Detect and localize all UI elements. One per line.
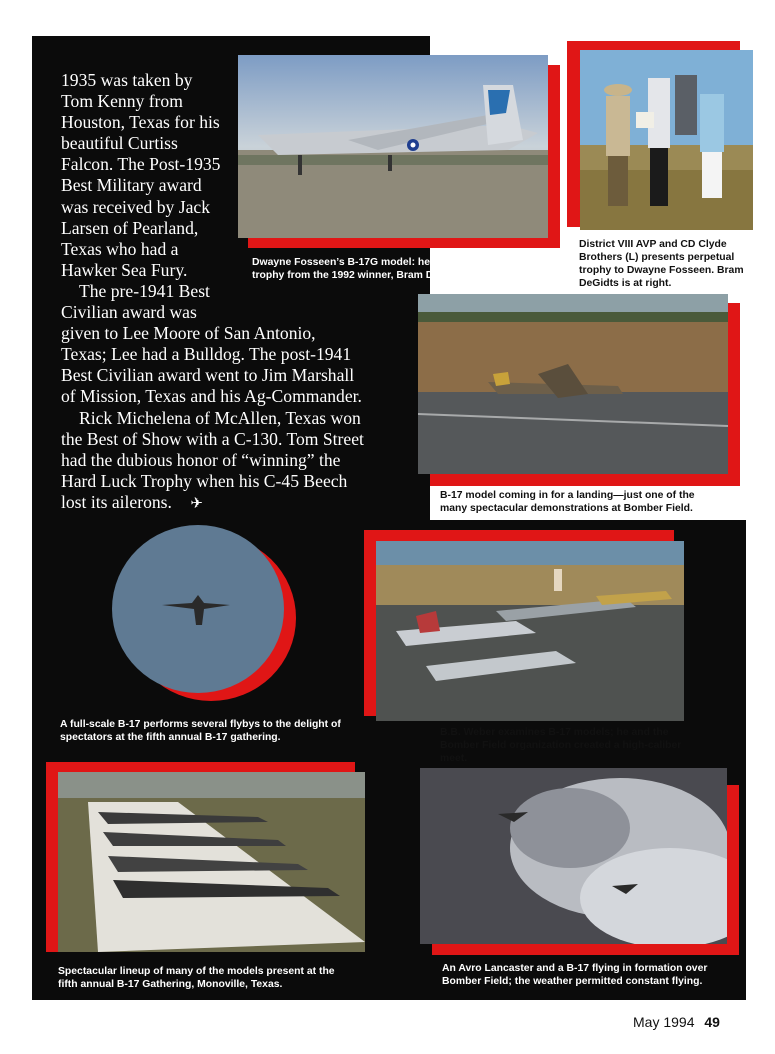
caption-line: An Avro Lancaster and a B-17 flying in formation over: [442, 963, 708, 974]
caption-line: B.B. Weber examines B-17 models; he and the: [440, 727, 669, 738]
text-line: of Mission, Texas and his Ag-Commander.: [61, 386, 362, 407]
end-mark-icon: ✈: [190, 493, 203, 512]
text-line: Best Military award: [61, 175, 202, 196]
paragraph-2: [61, 281, 431, 408]
text-line: the Best of Show with a C-130. Tom Street: [61, 428, 364, 449]
text-line: given to Lee Moore of San Antonio,: [61, 323, 316, 344]
caption-landing: [440, 489, 740, 515]
text-line: Texas; Lee had a Bulldog. The post-1941: [61, 344, 352, 365]
caption-line: meet.: [440, 753, 468, 764]
text-line: Hard Luck Trophy when his C-45 Beech: [61, 470, 348, 491]
page-folio: [633, 1014, 720, 1030]
caption-line: A full-scale B-17 performs several flybys to the delight of: [60, 719, 341, 730]
text-line: Tom Kenny from: [61, 91, 183, 112]
caption-b17g-model: [252, 256, 552, 282]
caption-flyby: [60, 718, 380, 744]
photo-flyby: [112, 525, 284, 693]
text-line: Best Civilian award went to Jim Marshall: [61, 365, 355, 386]
text-line: Falcon. The Post-1935: [61, 154, 221, 175]
photo-lineup: [58, 772, 365, 952]
photo-landing: [418, 294, 728, 474]
text-line-content: lost its ailerons.: [61, 491, 172, 512]
text-line: Houston, Texas for his: [61, 112, 220, 133]
caption-line: Dwayne Fosseen’s B-17G model: he won the perpetual: [252, 257, 522, 268]
caption-line: trophy from the 1992 winner, Bram DeGidts.: [252, 270, 469, 281]
caption-line: B-17 model coming in for a landing—just one of the: [440, 490, 695, 501]
text-line: beautiful Curtiss: [61, 133, 178, 154]
caption-line: spectators at the fifth annual B-17 gathering.: [60, 732, 281, 743]
text-line: 1935 was taken by: [61, 70, 193, 90]
caption-lancaster: [442, 962, 742, 988]
paragraph-3: [61, 408, 431, 514]
caption-line: DeGidts is at right.: [579, 278, 672, 289]
caption-line: Spectacular lineup of many of the models present at the: [58, 966, 335, 977]
photo-b17g-model: [238, 55, 548, 238]
text-line: had the dubious honor of “winning” the: [61, 449, 341, 470]
caption-weber: [440, 726, 740, 765]
caption-lineup: [58, 965, 368, 991]
issue-date: May 1994: [633, 1014, 695, 1030]
page-number: 49: [704, 1014, 720, 1030]
text-line: was received by Jack: [61, 196, 210, 217]
caption-line: Bomber Field; the weather permitted constant flying.: [442, 976, 703, 987]
caption-line: trophy to Dwayne Fosseen. Bram: [579, 265, 744, 276]
text-line: [61, 492, 431, 514]
caption-line: District VIII AVP and CD Clyde: [579, 239, 727, 250]
photo-weber: [376, 541, 684, 721]
photo-trophy: [580, 50, 753, 230]
caption-trophy: [579, 238, 759, 290]
caption-line: Brothers (L) presents perpetual: [579, 252, 735, 263]
caption-line: Bomber Field organization created a high-caliber: [440, 740, 682, 751]
text-line: Hawker Sea Fury.: [61, 259, 188, 280]
caption-line: many spectacular demonstrations at Bomber Field.: [440, 503, 693, 514]
text-line: Larsen of Pearland,: [61, 217, 199, 238]
photo-lancaster: [420, 768, 727, 944]
text-line: Rick Michelena of McAllen, Texas won: [79, 407, 361, 428]
text-line: The pre-1941 Best: [79, 280, 210, 301]
caption-line: fifth annual B-17 Gathering, Monoville, Texas.: [58, 979, 283, 990]
text-line: Texas who had a: [61, 238, 179, 259]
text-line: Civilian award was: [61, 302, 197, 323]
